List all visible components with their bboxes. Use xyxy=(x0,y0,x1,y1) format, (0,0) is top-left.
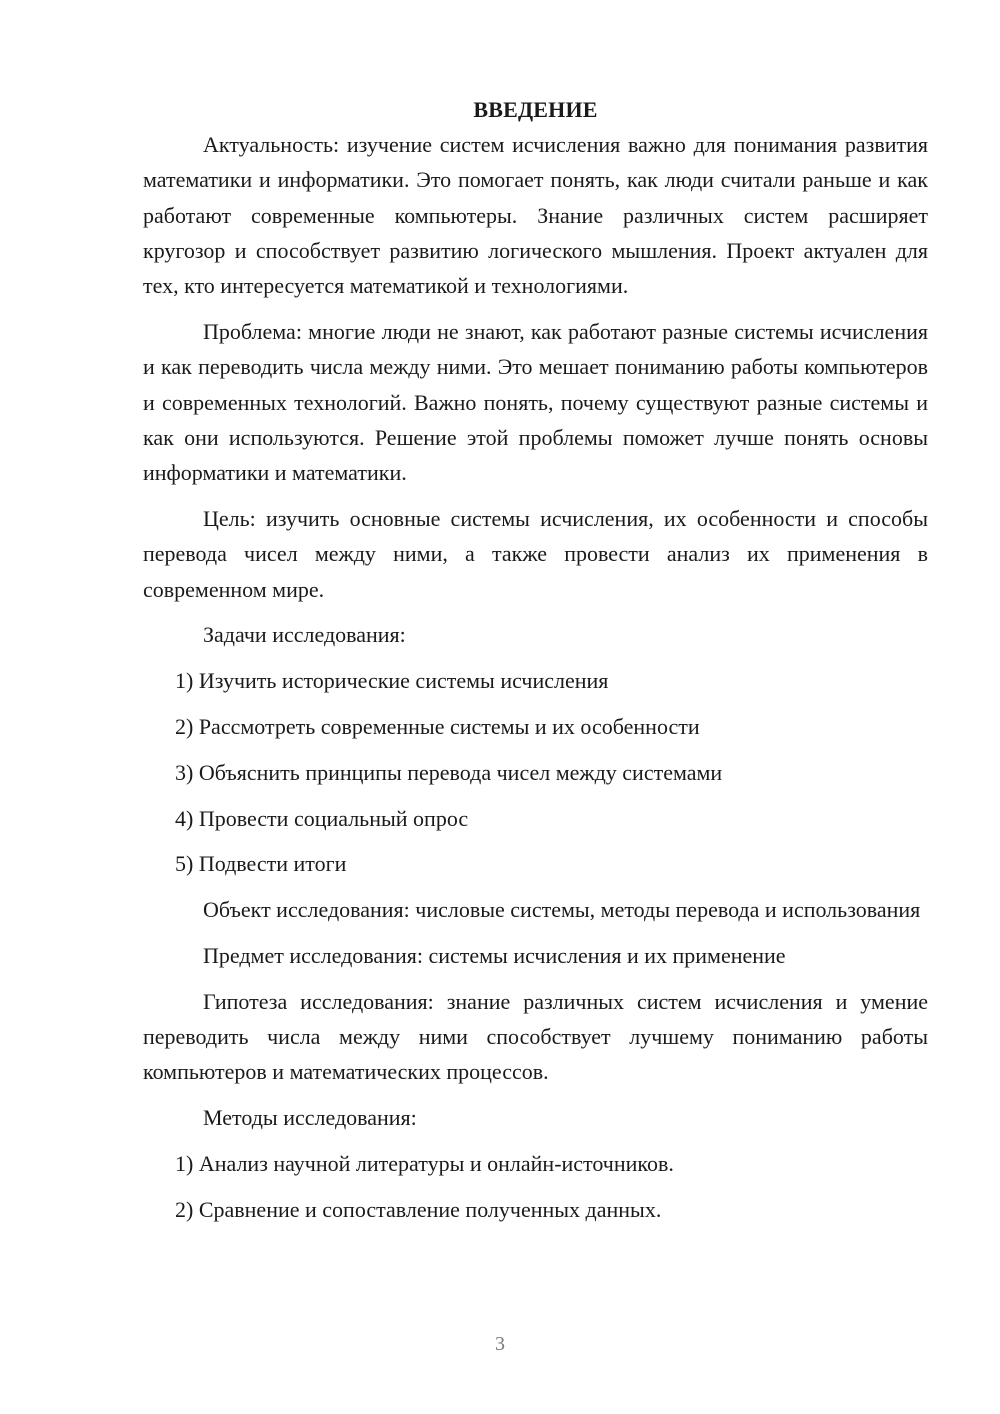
list-item: 4) Провести социальный опрос xyxy=(175,805,469,831)
list-item: 1) Изучить исторические системы исчисления xyxy=(175,668,609,694)
goal-paragraph: Цель: изучить основные системы исчисления, их особенности и способы перевода чисел между ними, а также провести анализ их применения в современном мире. xyxy=(143,505,928,602)
list-item: 2) Сравнение и сопоставление полученных данных. xyxy=(175,1196,662,1222)
list-item: 3) Объяснить принципы перевода чисел между системами xyxy=(175,759,723,785)
page-number: 3 xyxy=(495,1333,505,1355)
problem-paragraph: Проблема: многие люди не знают, как работают разные системы исчисления и как переводить числа между ними. Это мешает пониманию работы компьютеров и современных технологий. Важно понять, почему существуют разные системы и как они используются. Решение этой проблемы поможет лучше понять основы информатики и математики. xyxy=(143,318,928,486)
section-title: ВВЕДЕНИЕ xyxy=(473,97,598,122)
tasks-heading: Задачи исследования: xyxy=(203,622,406,648)
object-paragraph: Объект исследования: числовые системы, методы перевода и использования xyxy=(203,897,921,923)
document-page xyxy=(143,92,928,1238)
list-item: 1) Анализ научной литературы и онлайн-источников. xyxy=(175,1150,674,1176)
methods-heading: Методы исследования: xyxy=(203,1105,417,1131)
list-item: 2) Рассмотреть современные системы и их особенности xyxy=(175,713,700,739)
hypothesis-paragraph: Гипотеза исследования: знание различных систем исчисления и умение переводить числа между ними способствует лучшему пониманию работы компьютеров и математических процессов. xyxy=(143,988,928,1085)
tasks-list xyxy=(143,663,928,881)
methods-list xyxy=(143,1146,928,1227)
subject-paragraph: Предмет исследования: системы исчисления и их применение xyxy=(203,942,786,968)
relevance-paragraph: Актуальность: изучение систем исчисления важно для понимания развития математики и информатики. Это помогает понять, как люди считали раньше и как работают современные компьютеры. Знание различных систем расширяет кругозор и способствует развитию логического мышления. Проект актуален для тех, кто интересуется математикой и технологиями. xyxy=(143,132,928,299)
list-item: 5) Подвести итоги xyxy=(175,851,347,877)
